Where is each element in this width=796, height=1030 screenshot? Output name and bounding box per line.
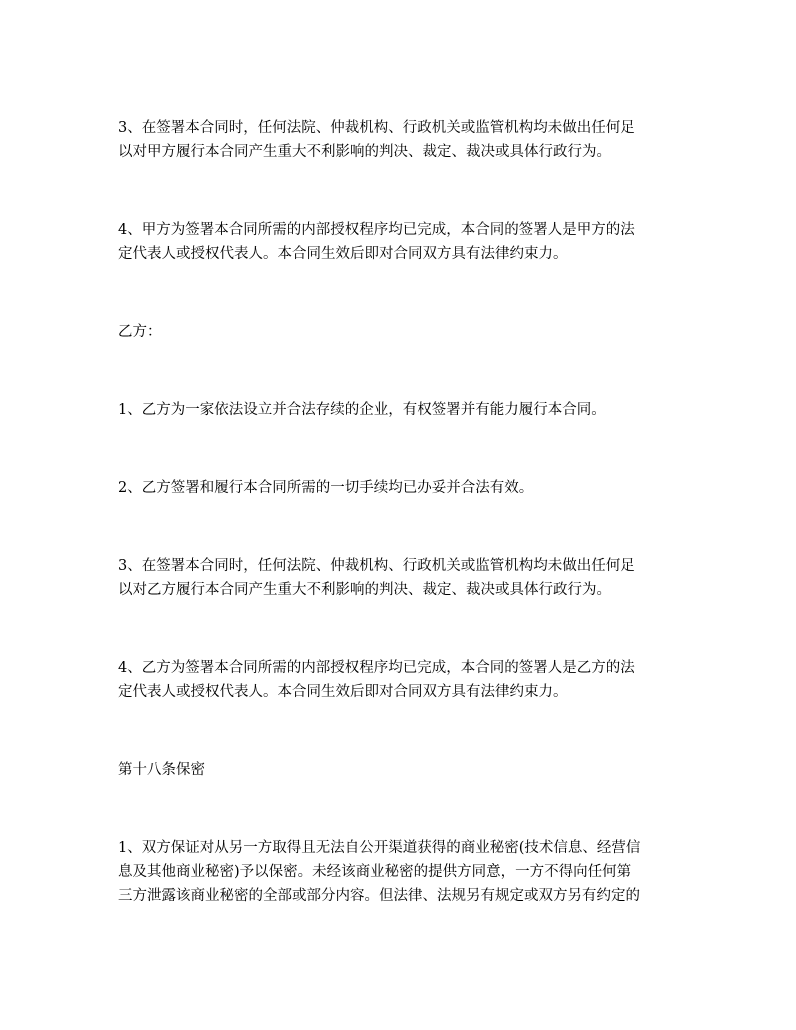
- text-line: 第十八条保密: [118, 762, 205, 778]
- text-line: 1、乙方为一家依法设立并合法存续的企业，有权签署并有能力履行本合同。: [118, 402, 606, 418]
- party-b-clause-4: [118, 656, 688, 704]
- text-line: 乙方：: [118, 324, 162, 340]
- text-line: 3、在签署本合同时，任何法院、仲裁机构、行政机关或监管机构均未做出任何足: [118, 558, 635, 574]
- text-line: 4、甲方为签署本合同所需的内部授权程序均已完成，本合同的签署人是甲方的法: [118, 222, 635, 238]
- party-b-heading: [118, 320, 688, 344]
- party-b-clause-1: [118, 398, 688, 422]
- article-18-heading: [118, 758, 688, 782]
- text-line: 定代表人或授权代表人。本合同生效后即对合同双方具有法律约束力。: [118, 246, 568, 262]
- text-line: 息及其他商业秘密)予以保密。未经该商业秘密的提供方同意，一方不得向任何第: [118, 864, 632, 880]
- text-line: 2、乙方签署和履行本合同所需的一切手续均已办妥并合法有效。: [118, 480, 534, 496]
- party-b-clause-2: [118, 476, 688, 500]
- party-b-clause-3: [118, 554, 688, 602]
- text-line: 1、双方保证对从另一方取得且无法自公开渠道获得的商业秘密(技术信息、经营信: [118, 840, 641, 856]
- text-line: 定代表人或授权代表人。本合同生效后即对合同双方具有法律约束力。: [118, 684, 568, 700]
- text-line: 4、乙方为签署本合同所需的内部授权程序均已完成，本合同的签署人是乙方的法: [118, 660, 635, 676]
- party-a-clause-4: [118, 218, 688, 266]
- article-18-clause-1: [118, 836, 688, 908]
- text-line: 三方泄露该商业秘密的全部或部分内容。但法律、法规另有规定或双方另有约定的: [118, 888, 640, 904]
- text-line: 3、在签署本合同时，任何法院、仲裁机构、行政机关或监管机构均未做出任何足: [118, 120, 635, 136]
- text-line: 以对甲方履行本合同产生重大不利影响的判决、裁定、裁决或具体行政行为。: [118, 144, 611, 160]
- text-line: 以对乙方履行本合同产生重大不利影响的判决、裁定、裁决或具体行政行为。: [118, 582, 611, 598]
- party-a-clause-3: [118, 116, 688, 164]
